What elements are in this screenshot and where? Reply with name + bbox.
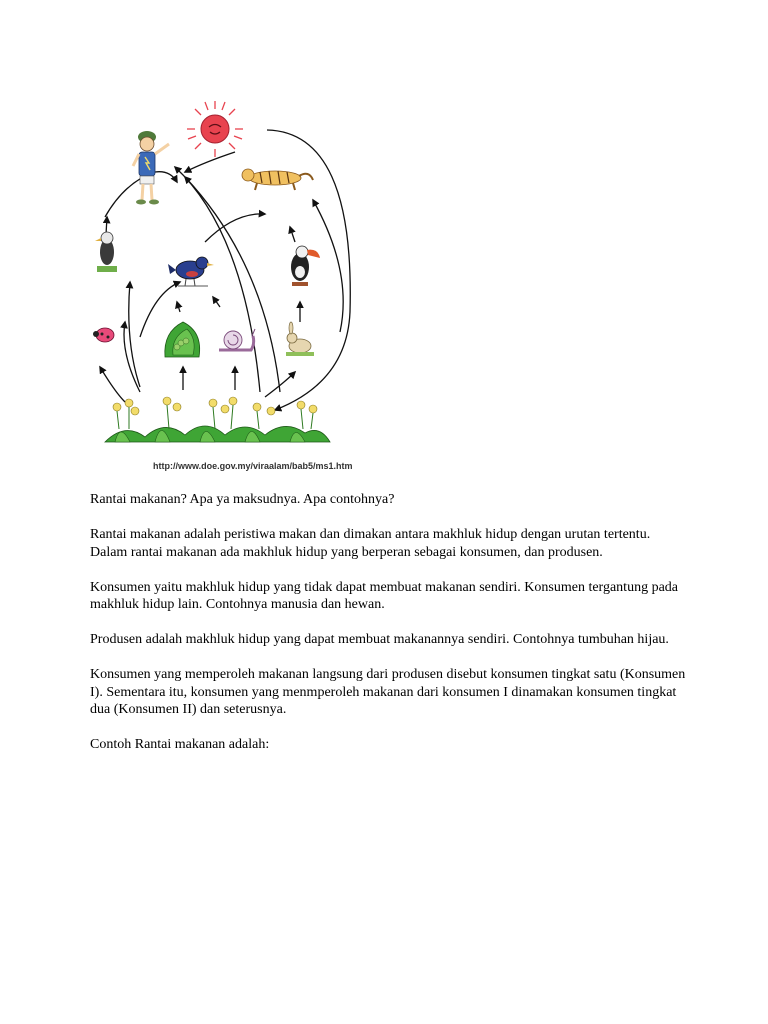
- arrow-hornbill-to-tiger: [290, 227, 295, 242]
- arrow-snail-to-bluebird: [213, 297, 220, 307]
- food-web-arrows: [100, 130, 350, 410]
- bird-icon: [168, 257, 214, 286]
- rabbit-icon: [286, 322, 314, 356]
- arrow-rabbit-to-tiger: [313, 200, 343, 332]
- tiger-icon: [242, 169, 313, 190]
- arrow-caterpillar-to-bluebird: [177, 302, 180, 312]
- contoh-paragraph: Contoh Rantai makanan adalah:: [90, 737, 270, 752]
- eagle-icon: [95, 232, 117, 272]
- food-web-diagram: [85, 92, 375, 476]
- sun-icon: [187, 101, 243, 157]
- hornbill-icon: [291, 246, 320, 286]
- ladybug-icon: [93, 328, 114, 342]
- article-body: [90, 491, 690, 771]
- food-web-figure: [85, 92, 375, 476]
- arrow-plants-to-ladybug-b: [100, 367, 125, 402]
- question-paragraph: Rantai makanan? Apa ya maksudnya. Apa contohnya?: [90, 492, 395, 507]
- definition-paragraph: Rantai makanan adalah peristiwa makan dan dimakan antara makhluk hidup dengan urutan tertentu. Dalam rantai makanan ada makhluk hidup yang berperan sebagai konsumen, dan produsen.: [90, 527, 651, 560]
- produsen-paragraph: Produsen adalah makhluk hidup yang dapat membuat makanannya sendiri. Contohnya tumbuhan hijau.: [90, 632, 669, 647]
- figure-caption: http://www.doe.gov.my/viraalam/bab5/ms1.htm: [153, 461, 353, 471]
- caterpillar-icon: [165, 322, 200, 357]
- arrow-plants-to-human-b: [185, 177, 280, 392]
- arrow-tiger-to-human: [185, 152, 235, 172]
- arrow-plants-to-rabbit: [265, 372, 295, 397]
- snail-icon: [219, 329, 255, 350]
- tingkat-paragraph: Konsumen yang memperoleh makanan langsung dari produsen disebut konsumen tingkat satu (Konsumen I). Sementara itu, konsumen yang menmperoleh makanan dari konsumen I dinamakan konsumen tingkat dua (Konsumen II) dan seterusnya.: [90, 667, 686, 717]
- human-icon: [133, 131, 169, 205]
- plants-icon: [105, 397, 330, 442]
- arrow-plants-to-human: [175, 167, 260, 392]
- konsumen-paragraph: Konsumen yaitu makhluk hidup yang tidak dapat membuat makanan sendiri. Konsumen tergantung pada makhluk hidup lain. Contohnya manusia dan hewan.: [90, 579, 678, 612]
